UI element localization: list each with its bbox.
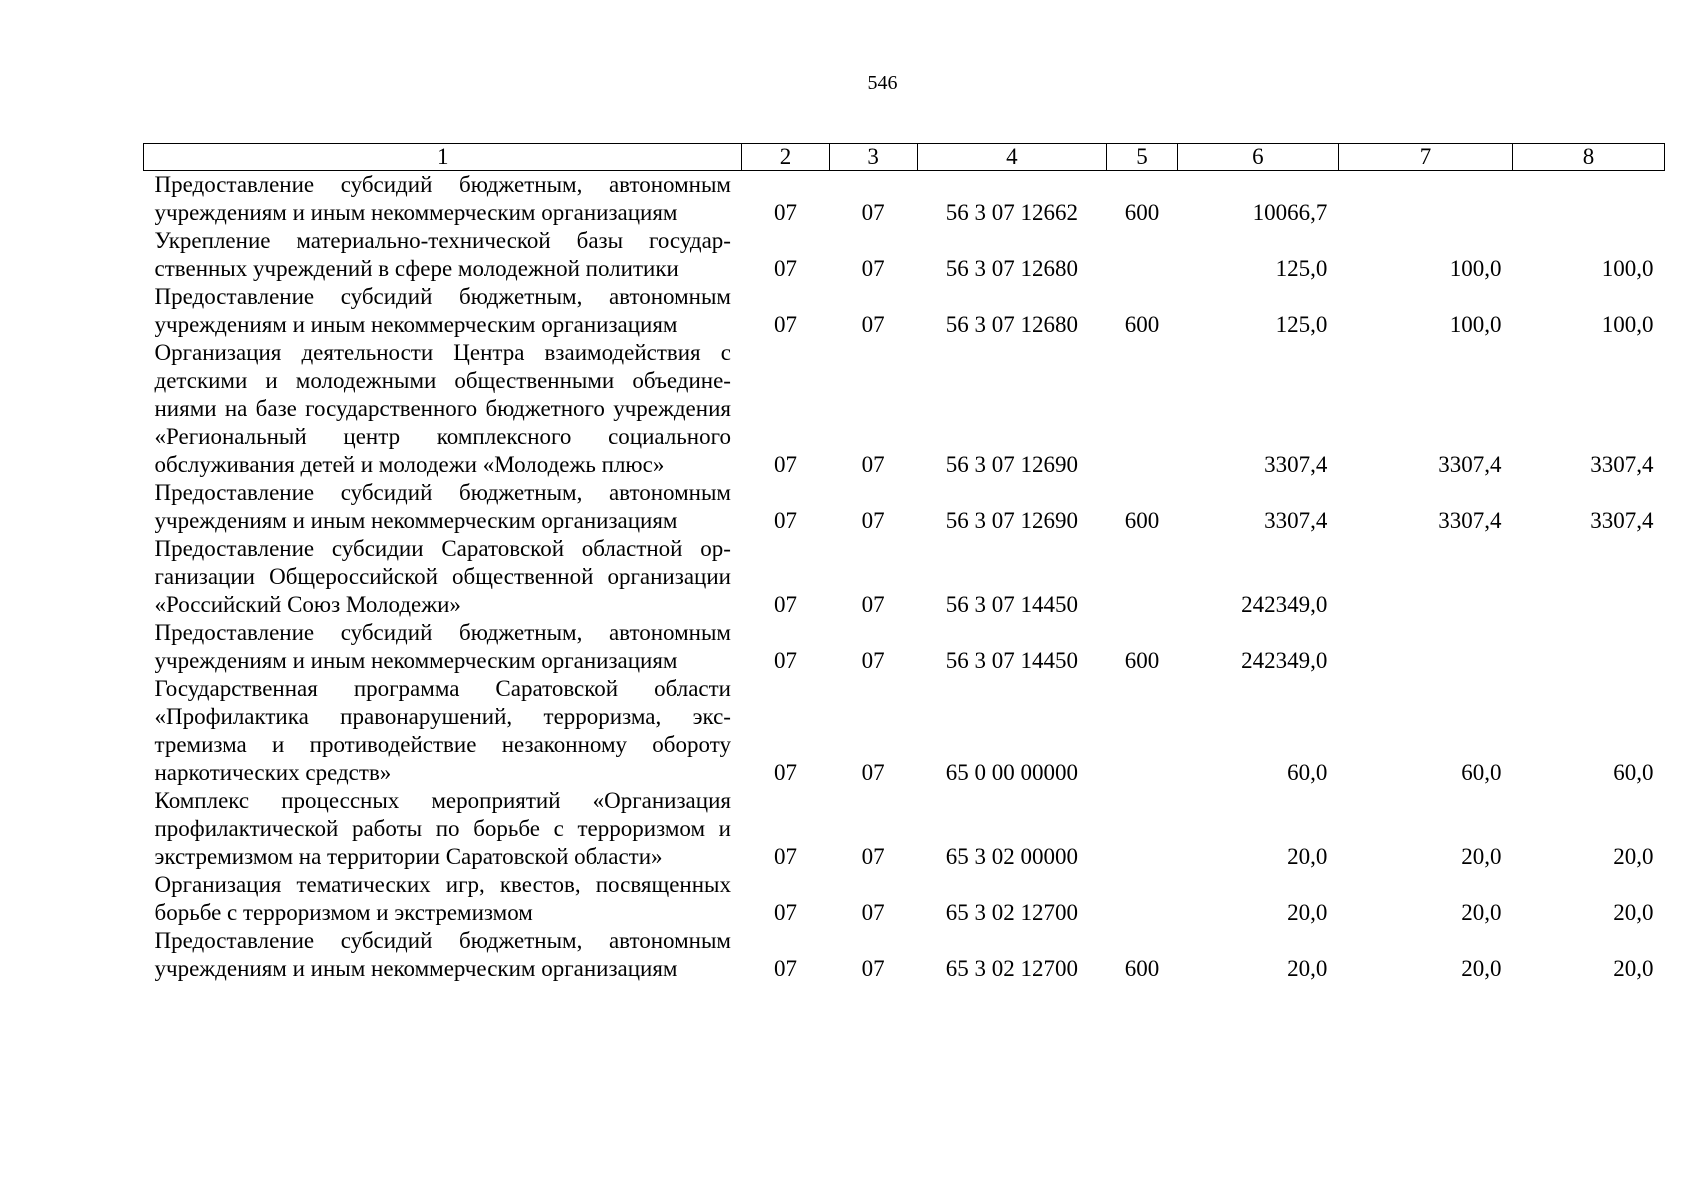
subsection-code-cell: 07 bbox=[861, 760, 885, 785]
subsection-code-cell: 07 bbox=[861, 256, 885, 281]
section-code-cell: 07 bbox=[774, 256, 797, 281]
column-header-6: 6 bbox=[1177, 144, 1338, 171]
section-code-cell: 07 bbox=[774, 592, 797, 617]
amount-col6-cell: 20,0 bbox=[1287, 900, 1328, 925]
expense-type-code-cell bbox=[1107, 787, 1178, 871]
expense-type-code-cell bbox=[1107, 535, 1178, 619]
column-header-2: 2 bbox=[742, 144, 829, 171]
table-row bbox=[144, 675, 1665, 787]
amount-col6-cell: 3307,4 bbox=[1264, 452, 1328, 477]
row-name-cell: Предоставление субсидий бюджетным, автономным учреждениям и иным некоммерческим организациям bbox=[154, 172, 731, 225]
amount-col6-cell: 242349,0 bbox=[1241, 592, 1328, 617]
section-code-cell: 07 bbox=[774, 760, 797, 785]
section-code-cell: 07 bbox=[774, 508, 797, 533]
amount-col6-cell: 20,0 bbox=[1287, 844, 1328, 869]
expense-type-code-cell: 600 bbox=[1124, 956, 1160, 981]
table-row bbox=[144, 787, 1665, 871]
target-article-code-cell: 56 3 07 12690 bbox=[945, 508, 1078, 533]
amount-col8-cell: 20,0 bbox=[1613, 844, 1654, 869]
section-code-cell: 07 bbox=[774, 452, 797, 477]
amount-col7-cell: 3307,4 bbox=[1438, 452, 1502, 477]
amount-col7-cell: 100,0 bbox=[1449, 256, 1502, 281]
target-article-code-cell: 56 3 07 14450 bbox=[945, 592, 1078, 617]
amount-col8-cell: 20,0 bbox=[1613, 900, 1654, 925]
subsection-code-cell: 07 bbox=[861, 844, 885, 869]
expense-type-code-cell: 600 bbox=[1124, 200, 1160, 225]
column-header-3: 3 bbox=[829, 144, 917, 171]
column-header-4: 4 bbox=[917, 144, 1106, 171]
table-row bbox=[144, 871, 1665, 927]
amount-col6-cell: 3307,4 bbox=[1264, 508, 1328, 533]
subsection-code-cell: 07 bbox=[861, 592, 885, 617]
target-article-code-cell: 56 3 07 12662 bbox=[945, 200, 1078, 225]
amount-col8-cell bbox=[1513, 535, 1665, 619]
column-header-1: 1 bbox=[144, 144, 742, 171]
target-article-code-cell: 65 3 02 00000 bbox=[945, 844, 1078, 869]
amount-col8-cell: 3307,4 bbox=[1590, 452, 1654, 477]
table-row bbox=[144, 171, 1665, 228]
amount-col7-cell: 20,0 bbox=[1461, 844, 1502, 869]
table-row bbox=[144, 283, 1665, 339]
subsection-code-cell: 07 bbox=[861, 508, 885, 533]
section-code-cell: 07 bbox=[774, 900, 797, 925]
table-row bbox=[144, 227, 1665, 283]
page-number: 546 bbox=[867, 72, 898, 94]
expense-type-code-cell: 600 bbox=[1124, 312, 1160, 337]
column-header-7: 7 bbox=[1338, 144, 1512, 171]
amount-col7-cell bbox=[1338, 535, 1512, 619]
table-row bbox=[144, 339, 1665, 479]
amount-col7-cell: 100,0 bbox=[1449, 312, 1502, 337]
table-row bbox=[144, 535, 1665, 619]
amount-col7-cell: 3307,4 bbox=[1438, 508, 1502, 533]
amount-col8-cell: 3307,4 bbox=[1590, 508, 1654, 533]
amount-col6-cell: 10066,7 bbox=[1252, 200, 1328, 225]
subsection-code-cell: 07 bbox=[861, 200, 885, 225]
target-article-code-cell: 56 3 07 12690 bbox=[945, 452, 1078, 477]
amount-col8-cell: 60,0 bbox=[1613, 760, 1654, 785]
target-article-code-cell: 65 3 02 12700 bbox=[945, 900, 1078, 925]
column-header-8: 8 bbox=[1513, 144, 1665, 171]
amount-col8-cell bbox=[1513, 171, 1665, 228]
target-article-code-cell: 56 3 07 14450 bbox=[945, 648, 1078, 673]
amount-col6-cell: 242349,0 bbox=[1241, 648, 1328, 673]
subsection-code-cell: 07 bbox=[861, 452, 885, 477]
amount-col7-cell bbox=[1338, 171, 1512, 228]
amount-col7-cell bbox=[1338, 619, 1512, 675]
expense-type-code-cell bbox=[1107, 339, 1178, 479]
section-code-cell: 07 bbox=[774, 956, 797, 981]
column-header-5: 5 bbox=[1107, 144, 1178, 171]
amount-col6-cell: 20,0 bbox=[1287, 956, 1328, 981]
section-code-cell: 07 bbox=[774, 844, 797, 869]
column-number-header-row bbox=[144, 144, 1665, 171]
expense-type-code-cell bbox=[1107, 227, 1178, 283]
row-name-cell: Предоставление субсидии Саратовской областной организации Общероссийской общественной организации «Российский Союз Молодежи» bbox=[154, 536, 731, 617]
table-row bbox=[144, 619, 1665, 675]
section-code-cell: 07 bbox=[774, 312, 797, 337]
target-article-code-cell: 65 0 00 00000 bbox=[945, 760, 1078, 785]
amount-col8-cell bbox=[1513, 619, 1665, 675]
section-code-cell: 07 bbox=[774, 200, 797, 225]
amount-col8-cell: 20,0 bbox=[1613, 956, 1654, 981]
subsection-code-cell: 07 bbox=[861, 648, 885, 673]
row-name-cell: Предоставление субсидий бюджетным, автономным учреждениям и иным некоммерческим организациям bbox=[154, 284, 731, 337]
subsection-code-cell: 07 bbox=[861, 900, 885, 925]
target-article-code-cell: 65 3 02 12700 bbox=[945, 956, 1078, 981]
row-name-cell: Предоставление субсидий бюджетным, автономным учреждениям и иным некоммерческим организациям bbox=[154, 620, 731, 673]
amount-col6-cell: 125,0 bbox=[1275, 256, 1328, 281]
table-row bbox=[144, 479, 1665, 535]
budget-table bbox=[143, 143, 1665, 983]
row-name-cell: Государственная программа Саратовской области «Профилактика правонарушений, терроризма, экстремизма и противодействие незаконному обороту наркотических средств» bbox=[154, 676, 731, 785]
section-code-cell: 07 bbox=[774, 648, 797, 673]
expense-type-code-cell bbox=[1107, 675, 1178, 787]
amount-col7-cell: 60,0 bbox=[1461, 760, 1502, 785]
amount-col6-cell: 125,0 bbox=[1275, 312, 1328, 337]
subsection-code-cell: 07 bbox=[861, 312, 885, 337]
expense-type-code-cell bbox=[1107, 871, 1178, 927]
table-row bbox=[144, 927, 1665, 983]
row-name-cell: Организация деятельности Центра взаимодействия с детскими и молодежными общественными объединениями на базе государственного бюджетного учреждения «Региональный центр комплексного социального обслуживания детей и молодежи «Молодежь плюс» bbox=[154, 340, 731, 477]
amount-col8-cell: 100,0 bbox=[1601, 312, 1654, 337]
expense-type-code-cell: 600 bbox=[1124, 508, 1160, 533]
target-article-code-cell: 56 3 07 12680 bbox=[945, 312, 1078, 337]
amount-col7-cell: 20,0 bbox=[1461, 956, 1502, 981]
expense-type-code-cell: 600 bbox=[1124, 648, 1160, 673]
row-name-cell: Организация тематических игр, квестов, посвященных борьбе с терроризмом и экстремизмом bbox=[154, 872, 731, 925]
amount-col6-cell: 60,0 bbox=[1287, 760, 1328, 785]
subsection-code-cell: 07 bbox=[861, 956, 885, 981]
row-name-cell: Укрепление материально-технической базы государственных учреждений в сфере молодежной политики bbox=[154, 228, 731, 281]
amount-col7-cell: 20,0 bbox=[1461, 900, 1502, 925]
row-name-cell: Предоставление субсидий бюджетным, автономным учреждениям и иным некоммерческим организациям bbox=[154, 928, 731, 981]
amount-col8-cell: 100,0 bbox=[1601, 256, 1654, 281]
row-name-cell: Комплекс процессных мероприятий «Организация профилактической работы по борьбе с терроризмом и экстремизмом на территории Саратовской области» bbox=[154, 788, 731, 869]
row-name-cell: Предоставление субсидий бюджетным, автономным учреждениям и иным некоммерческим организациям bbox=[154, 480, 731, 533]
target-article-code-cell: 56 3 07 12680 bbox=[945, 256, 1078, 281]
